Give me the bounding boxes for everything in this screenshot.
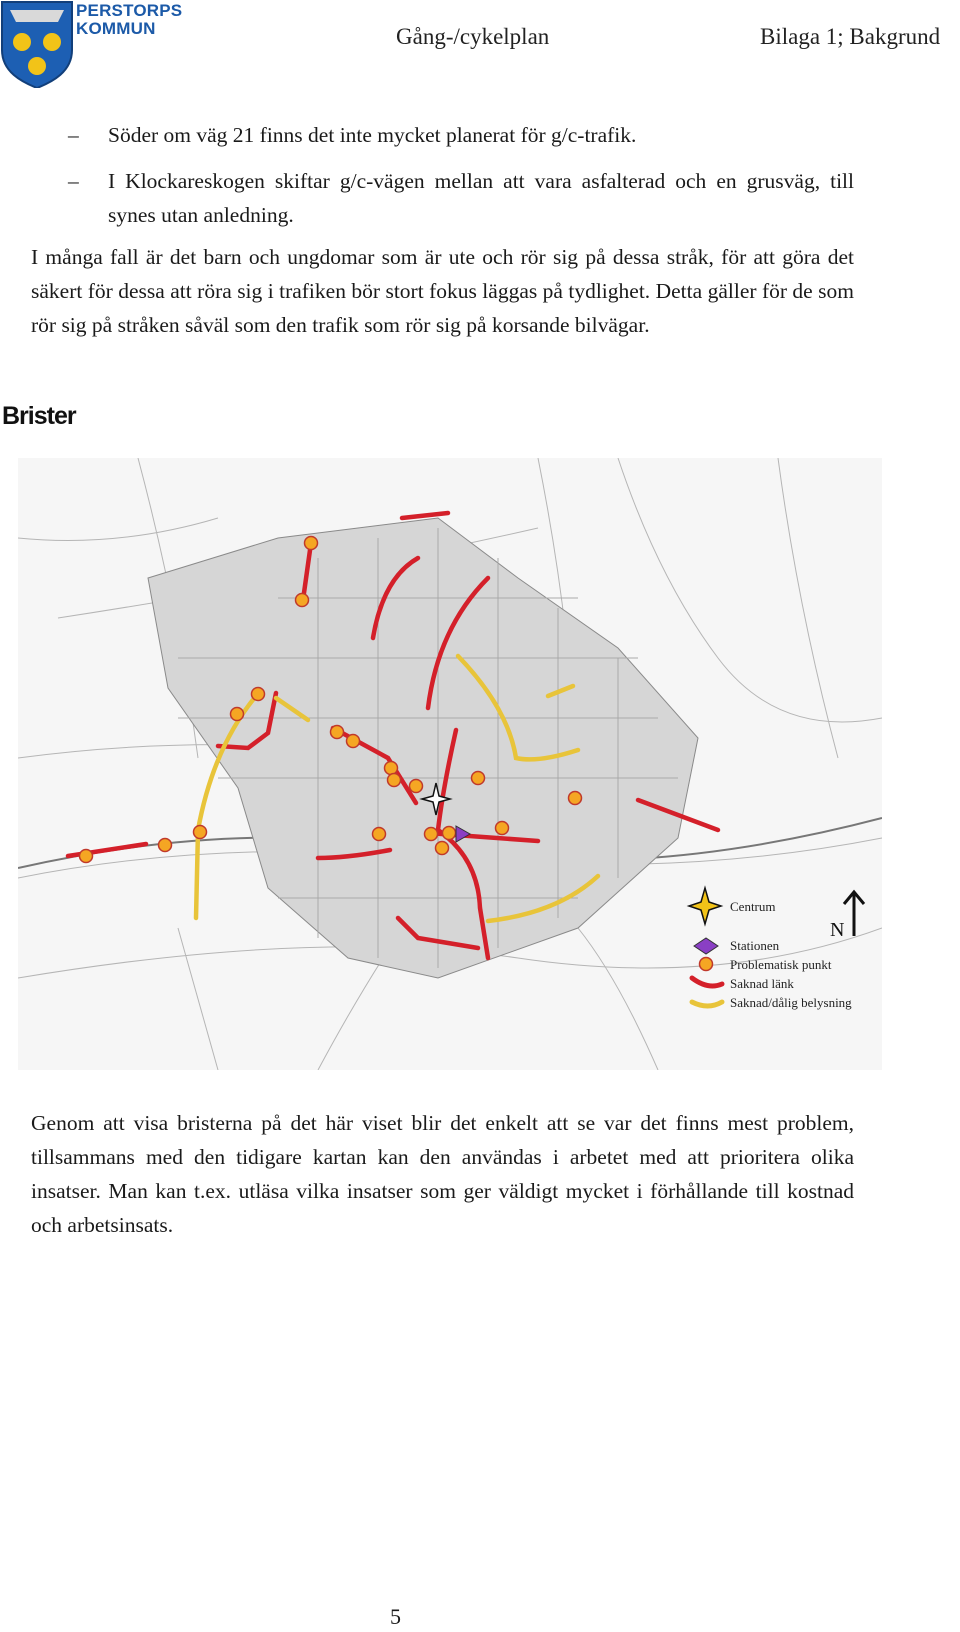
legend-centrum: Centrum: [730, 899, 776, 914]
legend-stationen: Stationen: [730, 938, 780, 953]
legend-problem: Problematisk punkt: [730, 957, 832, 972]
brister-map: [18, 458, 882, 1070]
legend-belysning: Saknad/dålig belysning: [730, 995, 852, 1010]
section-heading: Brister: [2, 402, 76, 430]
bullet-item: [68, 164, 854, 232]
logo-text-line2: KOMMUN: [76, 19, 156, 38]
paragraph-intro: I många fall är det barn och ungdomar som är ute och rör sig på dessa stråk, för att göra det säkert för dessa att röra sig i trafiken bör stort fokus läggas på tydlighet. Detta gäller för de som rör sig på stråken såväl som den trafik som rör sig på korsande bilvägar.: [31, 245, 854, 337]
bullet-text: Söder om väg 21 finns det inte mycket planerat för g/c-trafik.: [108, 123, 637, 147]
page-number: 5: [390, 1604, 401, 1629]
dash-icon: –: [68, 123, 79, 147]
north-label: N: [830, 919, 845, 941]
document-title: Gång-/cykelplan: [396, 24, 550, 49]
bullet-item: [68, 118, 854, 152]
paragraph-conclusion: Genom att visa bristerna på det här viset blir det enkelt att se var det finns mest problem, tillsammans med den tidigare kartan kan den användas i arbetet med att prioritera olika insatser. Man kan t.ex. utläsa vilka insatser som ger väldigt mycket i förhållande till kostnad och arbetsinsats.: [31, 1111, 854, 1237]
problem-point-icon: [700, 958, 713, 971]
coat-of-arms-icon: [0, 0, 76, 88]
document-section: Bilaga 1; Bakgrund: [760, 24, 941, 49]
kommun-logo: [0, 0, 183, 88]
dash-icon: –: [68, 169, 79, 193]
legend-saknad-lank: Saknad länk: [730, 976, 794, 991]
bullet-text: I Klockareskogen skiftar g/c-vägen mellan att vara asfalterad och en grusväg, till synes utan anledning.: [108, 169, 854, 227]
logo-text-line1: PERSTORPS: [76, 1, 183, 20]
bullet-list: [68, 118, 854, 244]
